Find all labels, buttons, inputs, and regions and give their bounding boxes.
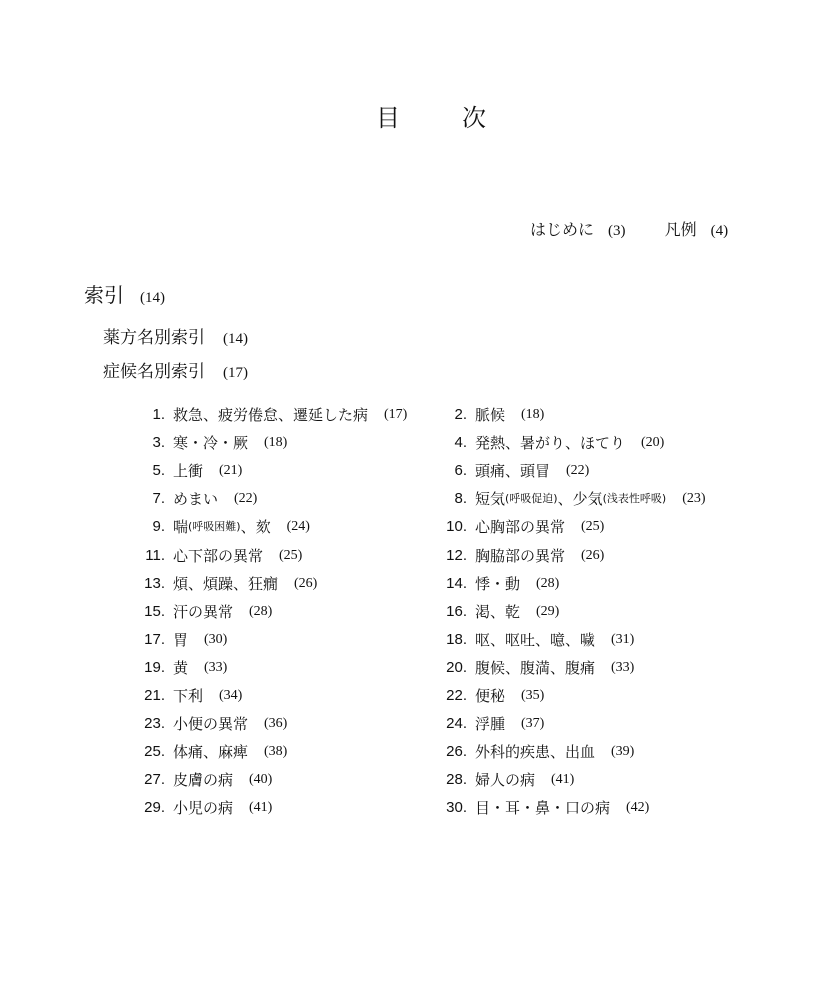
item-number: 29. [144, 799, 165, 817]
item-label: 呕、呕吐、噫、噦 [475, 630, 596, 649]
item-page: (33) [611, 659, 635, 675]
item-label: 外科的疾患、出血 [475, 743, 596, 762]
item-label: 心下部の異常 [173, 546, 264, 565]
item-label: 煩、煩躁、狂癇 [173, 574, 279, 593]
toc-subsection-formula-index[interactable] [103, 327, 248, 350]
item-label: 浮腫 [475, 715, 506, 734]
item-page: (26) [294, 575, 318, 591]
item-number: 6. [454, 462, 467, 480]
item-number: 21. [144, 686, 165, 704]
toc-list-item[interactable] [437, 598, 755, 626]
toc-list-item[interactable] [135, 626, 437, 654]
item-page: (18) [521, 407, 545, 423]
item-page: (28) [536, 575, 560, 591]
item-page: (20) [641, 435, 665, 451]
toc-list-item[interactable] [437, 626, 755, 654]
item-label: 悸・動 [475, 574, 521, 593]
item-page: (25) [581, 519, 605, 535]
item-page: (17) [384, 407, 408, 423]
subsection-page: (17) [223, 365, 248, 381]
item-number: 25. [144, 743, 165, 761]
toc-entry-legend[interactable] [665, 220, 729, 241]
item-note-secondary: (浅表性呼吸) [602, 492, 667, 506]
item-number: 8. [454, 490, 467, 508]
item-number: 9. [152, 518, 165, 536]
toc-list-item[interactable] [437, 682, 755, 710]
item-note: (呼吸促迫) [505, 492, 558, 506]
toc-list-item[interactable] [135, 738, 437, 766]
item-page: (31) [611, 631, 635, 647]
toc-list-item[interactable] [135, 513, 437, 541]
item-page: (30) [204, 631, 228, 647]
item-number: 4. [454, 434, 467, 452]
item-label: 頭痛、頭冒 [475, 462, 551, 481]
item-label: 便秘 [475, 686, 506, 705]
subsection-label: 症候名別索引 [103, 362, 205, 382]
item-label: 小児の病 [173, 799, 234, 818]
toc-list-item[interactable] [437, 541, 755, 569]
toc-list-item[interactable] [437, 654, 755, 682]
toc-list-item[interactable] [135, 429, 437, 457]
item-number: 24. [446, 715, 467, 733]
toc-list-item[interactable] [135, 710, 437, 738]
item-number: 2. [454, 406, 467, 424]
toc-list-item[interactable] [135, 766, 437, 794]
item-label: 汗の異常 [173, 602, 234, 621]
item-page: (26) [581, 547, 605, 563]
item-label: 体痛、麻痺 [173, 743, 249, 762]
item-number: 18. [446, 630, 467, 648]
toc-entry-preface[interactable] [530, 220, 626, 241]
item-number: 13. [144, 574, 165, 592]
toc-list-item[interactable] [437, 457, 755, 485]
item-label: 目・耳・鼻・口の病 [475, 799, 611, 818]
section-heading: 索引 [84, 283, 124, 307]
toc-list-item[interactable] [437, 429, 755, 457]
item-page: (41) [551, 772, 575, 788]
toc-list-item[interactable] [135, 541, 437, 569]
toc-list-item[interactable] [437, 401, 755, 429]
toc-list-item[interactable] [437, 710, 755, 738]
toc-list-item[interactable] [437, 485, 755, 513]
item-page: (40) [249, 772, 273, 788]
item-number: 1. [152, 406, 165, 424]
item-note: (呼吸困難) [188, 520, 241, 534]
item-label: 胃 [173, 630, 189, 649]
front-matter [530, 220, 728, 241]
subsection-page: (14) [223, 331, 248, 347]
item-label: 腹候、腹満、腹痛 [475, 658, 596, 677]
item-page: (18) [264, 435, 288, 451]
toc-entry-label: はじめに [530, 220, 595, 239]
item-label: 胸脇部の異常 [475, 546, 566, 565]
item-label: 黄 [173, 658, 189, 677]
toc-list-item[interactable] [135, 401, 437, 429]
item-label: 婦人の病 [475, 771, 536, 790]
item-number: 16. [446, 602, 467, 620]
item-number: 5. [152, 462, 165, 480]
item-label: 上衝 [173, 462, 204, 481]
item-number: 23. [144, 715, 165, 733]
subsection-label: 薬方名別索引 [103, 328, 205, 348]
toc-list-item[interactable] [135, 570, 437, 598]
item-page: (36) [264, 716, 288, 732]
item-number: 7. [152, 490, 165, 508]
toc-list-item[interactable] [135, 457, 437, 485]
toc-list-item[interactable] [135, 485, 437, 513]
item-number: 27. [144, 771, 165, 789]
item-page: (37) [521, 716, 545, 732]
toc-list-item[interactable] [437, 794, 755, 822]
toc-list-item[interactable] [135, 654, 437, 682]
item-label: 渇、乾 [475, 602, 521, 621]
section-page: (14) [140, 290, 165, 306]
item-label: 短気 [475, 490, 506, 509]
toc-entry-page: (3) [608, 223, 626, 239]
item-page: (34) [219, 687, 243, 703]
toc-subsection-symptom-index[interactable] [103, 361, 248, 384]
item-label: 脈候 [475, 406, 506, 425]
toc-list-item[interactable] [437, 766, 755, 794]
toc-list-item[interactable] [135, 598, 437, 626]
toc-list-item[interactable] [437, 570, 755, 598]
item-label-secondary: 、少気 [557, 490, 603, 509]
item-page: (38) [264, 744, 288, 760]
item-number: 26. [446, 743, 467, 761]
item-label: 心胸部の異常 [475, 518, 566, 537]
item-label: 寒・冷・厥 [173, 434, 249, 453]
item-page: (28) [249, 603, 273, 619]
item-label: 発熱、暑がり、ほてり [475, 434, 626, 453]
item-label: めまい [173, 490, 219, 509]
item-page: (42) [626, 800, 650, 816]
item-number: 28. [446, 771, 467, 789]
item-page: (41) [249, 800, 273, 816]
item-label: 下利 [173, 686, 204, 705]
item-label-secondary: 、欬 [240, 518, 271, 537]
item-label: 小便の異常 [173, 715, 249, 734]
item-number: 14. [446, 574, 467, 592]
item-number: 12. [446, 546, 467, 564]
toc-entry-label: 凡例 [664, 220, 697, 239]
page-title: 目次 [376, 104, 548, 132]
toc-list-item[interactable] [135, 794, 437, 822]
toc-entry-page: (4) [710, 223, 729, 239]
item-number: 10. [446, 518, 467, 536]
item-page: (22) [566, 463, 590, 479]
item-number: 11. [145, 546, 165, 564]
item-page: (35) [521, 687, 545, 703]
item-page: (21) [219, 463, 243, 479]
toc-list-item[interactable] [437, 738, 755, 766]
item-number: 22. [446, 686, 467, 704]
item-page: (39) [611, 744, 635, 760]
item-number: 15. [144, 602, 165, 620]
item-number: 20. [446, 658, 467, 676]
toc-section-index[interactable] [84, 283, 165, 310]
item-number: 3. [152, 434, 165, 452]
item-number: 17. [144, 630, 165, 648]
toc-list-item[interactable] [437, 513, 755, 541]
item-page: (25) [279, 547, 303, 563]
item-number: 30. [446, 799, 467, 817]
item-page: (33) [204, 659, 228, 675]
symptom-list [135, 401, 755, 822]
item-label: 喘 [173, 518, 189, 537]
item-page: (24) [286, 519, 310, 535]
item-number: 19. [144, 658, 165, 676]
item-page: (29) [536, 603, 560, 619]
toc-list-item[interactable] [135, 682, 437, 710]
item-label: 皮膚の病 [173, 771, 234, 790]
item-label: 救急、疲労倦怠、遷延した病 [173, 406, 369, 425]
item-page: (22) [234, 491, 258, 507]
item-page: (23) [682, 491, 706, 507]
